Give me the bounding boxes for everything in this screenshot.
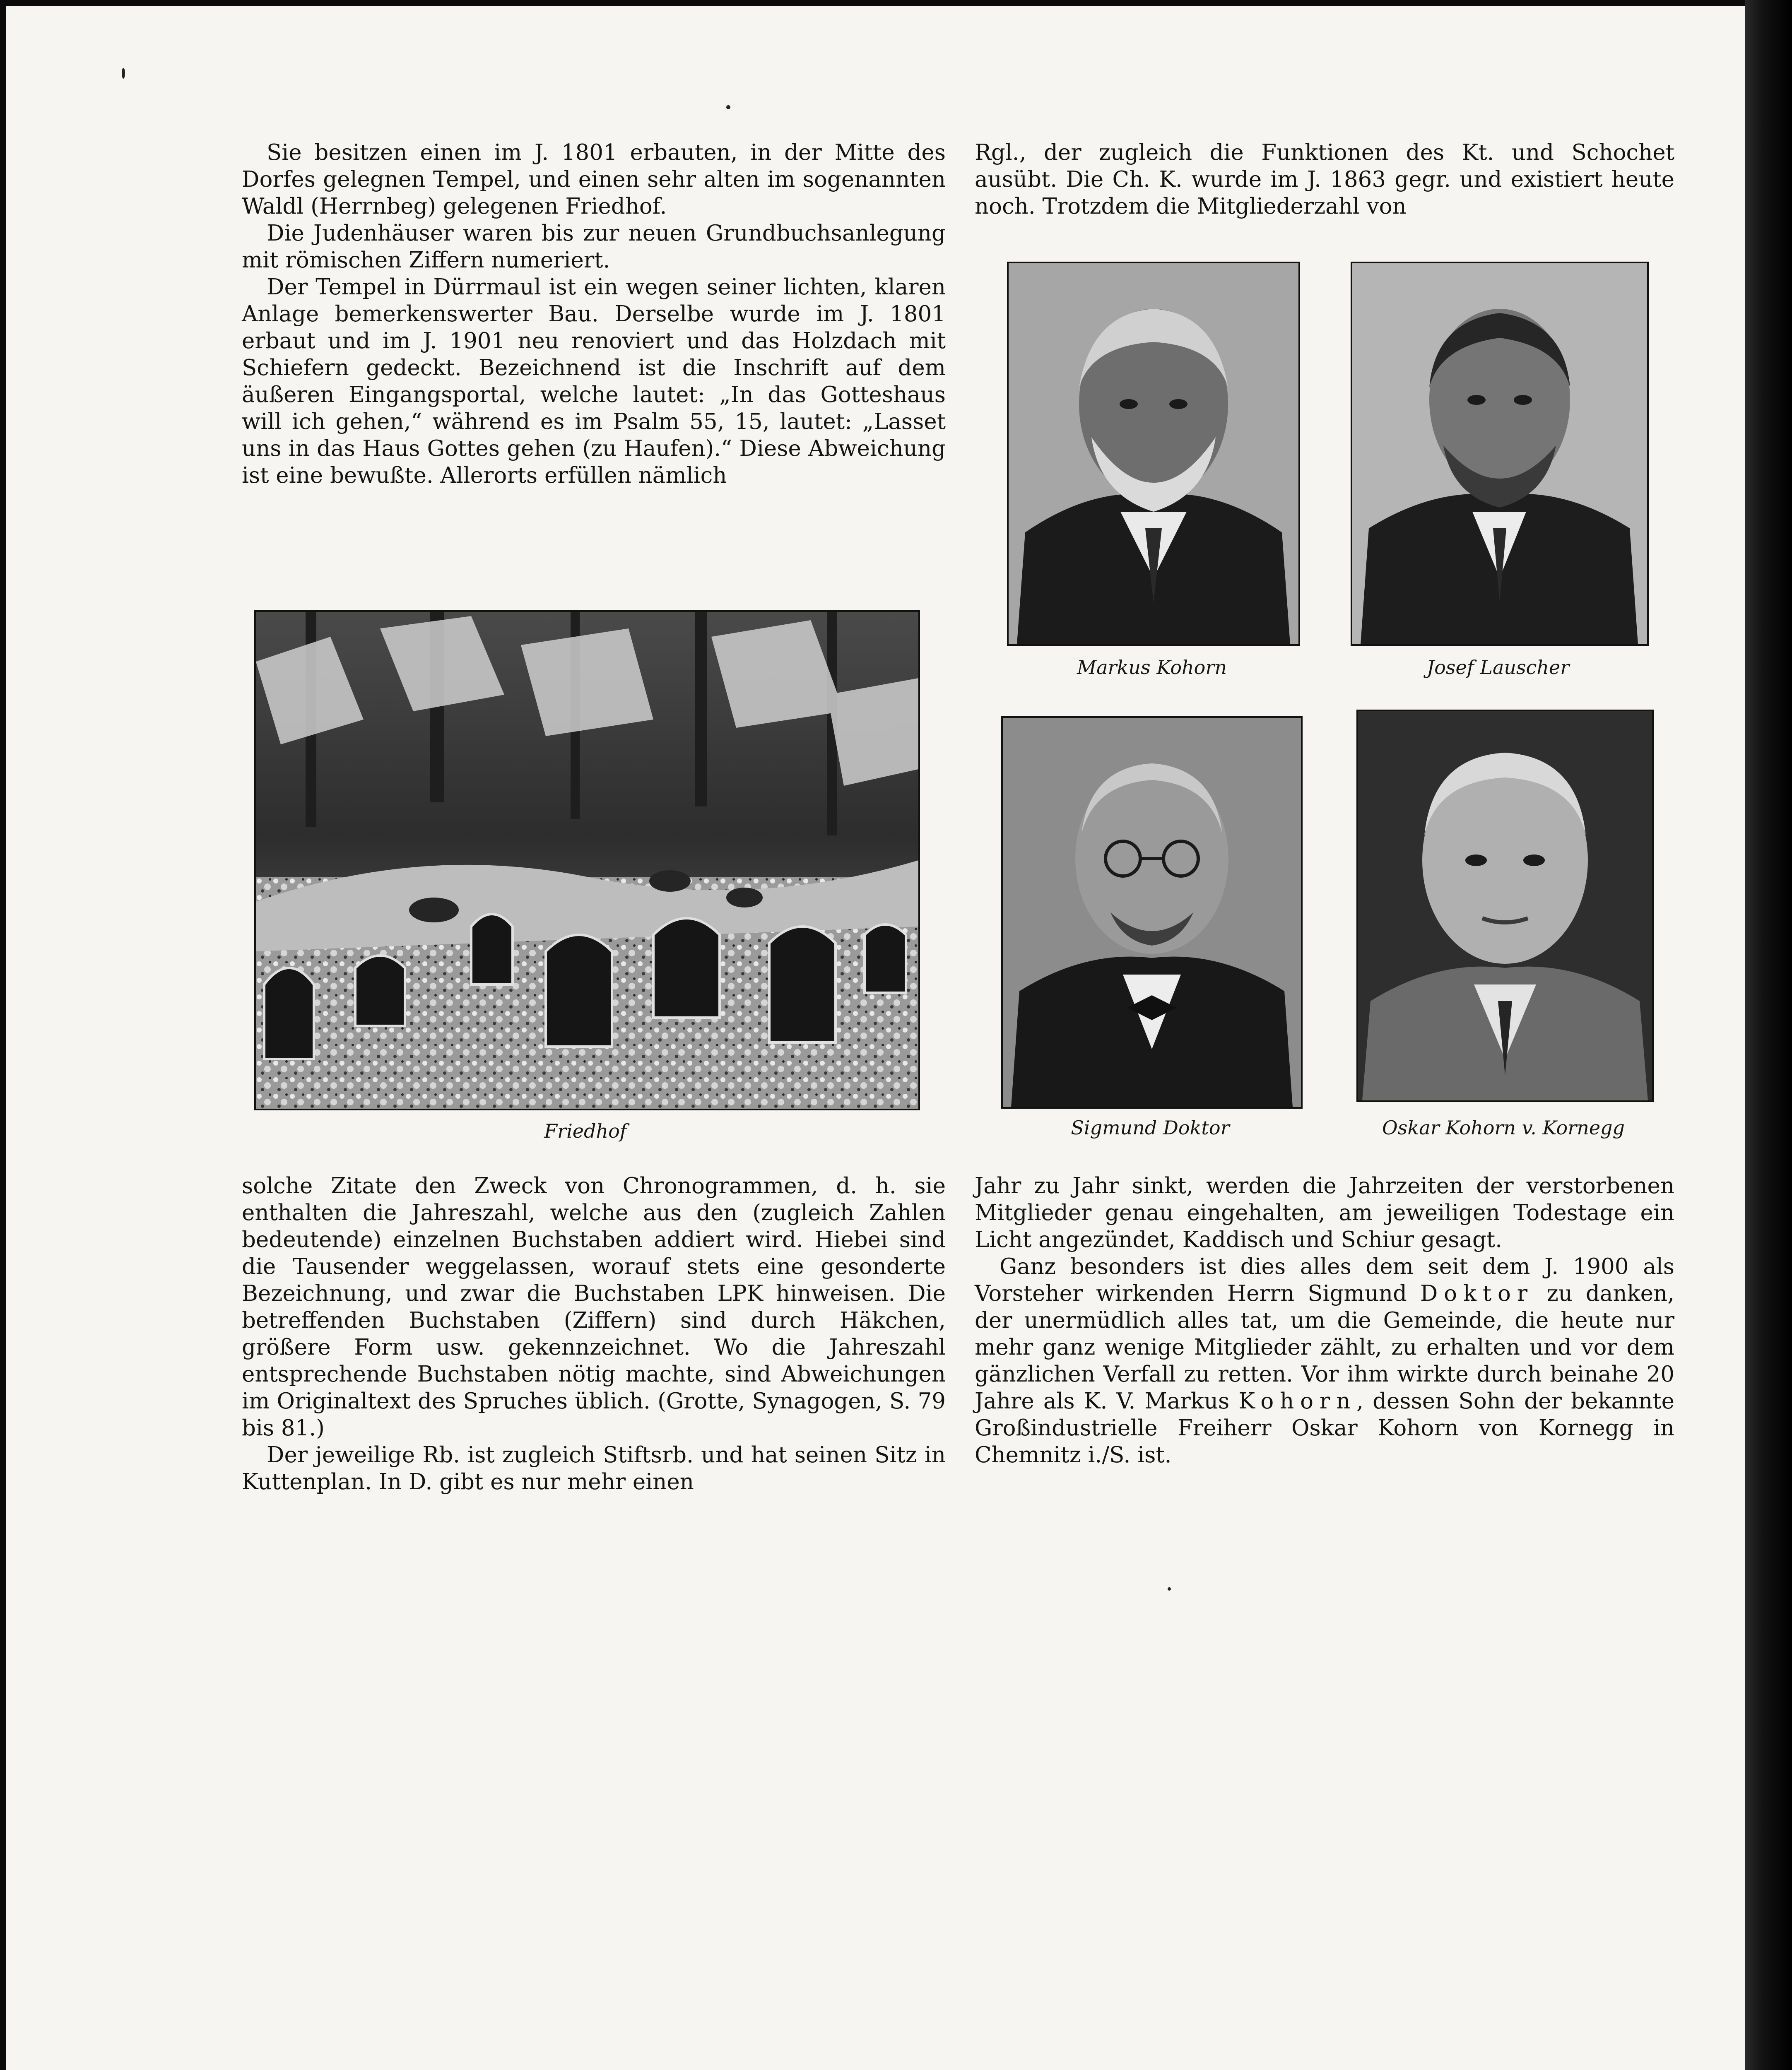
portrait-illustration: [1003, 718, 1301, 1107]
portrait-oskar-kohorn-caption: Oskar Kohorn v. Kornegg: [1382, 1117, 1625, 1139]
friedhof-caption: Friedhof: [544, 1120, 627, 1142]
scan-speck: [122, 68, 125, 79]
right-column-bottom: [975, 1172, 1674, 1468]
portrait-sigmund-doktor: [1001, 716, 1303, 1109]
portrait-illustration: [1352, 263, 1647, 644]
portrait-oskar-kohorn: [1356, 710, 1654, 1102]
text-run: Ganz besonders ist dies alles dem seit dem J. 1900 als Vorsteher wirkenden Herrn Sigmund: [975, 1254, 1674, 1306]
paragraph: [975, 1253, 1674, 1468]
portrait-sigmund-doktor-caption: Sigmund Doktor: [1071, 1117, 1230, 1139]
paragraph: Rgl., der zugleich die Funktionen des Kt. und Schochet ausübt. Die Ch. K. wurde im J. 1863 gegr. und existiert heute noch. Trotzdem die Mitgliederzahl von: [975, 140, 1674, 219]
scan-border: [1745, 0, 1792, 2070]
paragraph: Sie besitzen einen im J. 1801 erbauten, in der Mitte des Dorfes gelegnen Tempel, und einen sehr alten im sogenannten Waldl (Herrnbeg) gelegenen Friedhof.: [242, 140, 946, 219]
paragraph: Der Tempel in Dürrmaul ist ein wegen seiner lichten, klaren Anlage bemerkenswerter Bau. Derselbe wurde im J. 1801 erbaut und im J. 1901 neu renoviert und das Holzdach mit Schiefern gedeckt. Bezeichnend ist die Inschrift auf dem äußeren Eingangsportal, welche lautet: „In das Gotteshaus will ich gehen,“ während es im Psalm 55, 15, lautet: „Lasset uns in das Haus Gottes gehen (zu Haufen).“ Diese Abweichung ist eine bewußte. Allerorts erfüllen nämlich: [242, 274, 946, 488]
paragraph: Der jeweilige Rb. ist zugleich Stiftsrb. und hat seinen Sitz in Kuttenplan. In D. gibt es nur mehr einen: [242, 1442, 946, 1495]
friedhof-photo: [254, 610, 920, 1110]
left-column-bottom: [242, 1172, 946, 1495]
scan-speck: [726, 105, 730, 109]
text-run: zu danken, der unermüdlich alles tat, um die Gemeinde, die heute nur mehr ganz wenige Mitglieder zählt, zu erhalten und vor dem gänzlichen Verfall zu retten. Vor ihm wirkte durch beinahe 20 Jahre als K. V. Markus: [975, 1281, 1674, 1414]
portrait-illustration: [1009, 263, 1298, 644]
scan-speck: [1168, 1587, 1171, 1591]
document-page: [6, 6, 1745, 2070]
name-kohorn: Kohorn: [1238, 1389, 1357, 1414]
right-column-top: [975, 139, 1674, 220]
portrait-markus-kohorn-caption: Markus Kohorn: [1077, 656, 1227, 679]
name-doktor: Doktor: [1420, 1281, 1534, 1306]
portrait-josef-lauscher-caption: Josef Lauscher: [1426, 656, 1570, 679]
cemetery-illustration: [256, 612, 918, 1109]
paragraph: Die Judenhäuser waren bis zur neuen Grundbuchsanlegung mit römischen Ziffern numeriert.: [242, 221, 946, 273]
left-column-top: [242, 139, 946, 489]
portrait-illustration: [1358, 711, 1652, 1100]
text-run: , dessen Sohn der bekannte Großindustrielle Freiherr Oskar Kohorn von Kornegg in Chemnitz i./S. ist.: [975, 1389, 1674, 1468]
paragraph: solche Zitate den Zweck von Chronogrammen, d. h. sie enthalten die Jahreszahl, welche aus den (zugleich Zahlen bedeutende) einzelnen Buchstaben addiert wird. Hiebei sind die Tausender weggelassen, worauf stets eine gesonderte Bezeichnung, und zwar die Buchstaben LPK hinweisen. Die betreffenden Buchstaben (Ziffern) sind durch Häkchen, größere Form usw. gekennzeichnet. Wo die Jahreszahl entsprechende Buchstaben nötig machte, sind Abweichungen im Originaltext des Spruches üblich. (Grotte, Synagogen, S. 79 bis 81.): [242, 1173, 946, 1441]
portrait-josef-lauscher: [1351, 262, 1649, 646]
portrait-markus-kohorn: [1007, 262, 1300, 646]
paragraph: Jahr zu Jahr sinkt, werden die Jahrzeiten der verstorbenen Mitglieder genau eingehalten, am jeweiligen Todestage ein Licht angezündet, Kaddisch und Schiur gesagt.: [975, 1173, 1674, 1252]
